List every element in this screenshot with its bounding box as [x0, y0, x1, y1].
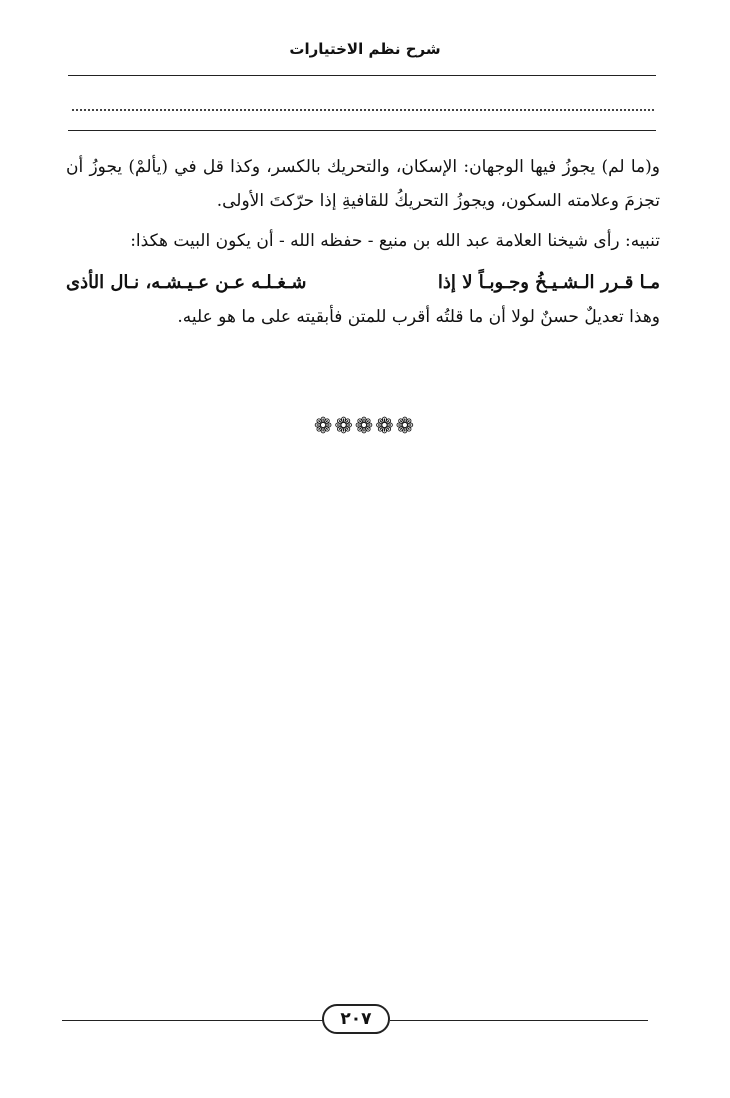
footer-rule-right	[390, 1020, 648, 1021]
header-bottom-rule	[68, 130, 656, 131]
body-text	[66, 150, 660, 334]
verse-second-hemistich: شـغـلـه عـن عـيـشـه، نـال الأذى	[66, 272, 307, 293]
paragraph-closing: وهذا تعديلٌ حسنٌ لولا أن ما قلتُه أقرب للمتن فأبقيته على ما هو عليه.	[177, 307, 660, 327]
paragraph-tanbih: تنبيه: رأى شيخنا العلامة عبد الله بن منيع - حفظه الله - أن يكون البيت هكذا:	[130, 231, 660, 251]
verse-line	[66, 266, 660, 300]
page-header-title: شرح نظم الاختيارات	[289, 40, 441, 58]
floral-ornament-icon: ❁❁❁❁❁	[313, 414, 417, 439]
verse-first-hemistich: مـا قـرر الـشـيـخُ وجـوبـاً لا إذا	[437, 272, 660, 293]
dotted-separator	[72, 95, 654, 111]
footer-rule-left	[62, 1020, 324, 1021]
paragraph-vowel-note: و(ما لم) يجوزُ فيها الوجهان: الإسكان، والتحريك بالكسر، وكذا قل في (يألمْ) يجوزُ أن تجزمَ وعلامته السكون، ويجوزُ التحريكُ للقافيةِ إذا حرّكتَ الأولى.	[66, 157, 660, 211]
page-number: ٢٠٧	[322, 1004, 390, 1034]
header-top-rule	[68, 75, 656, 76]
